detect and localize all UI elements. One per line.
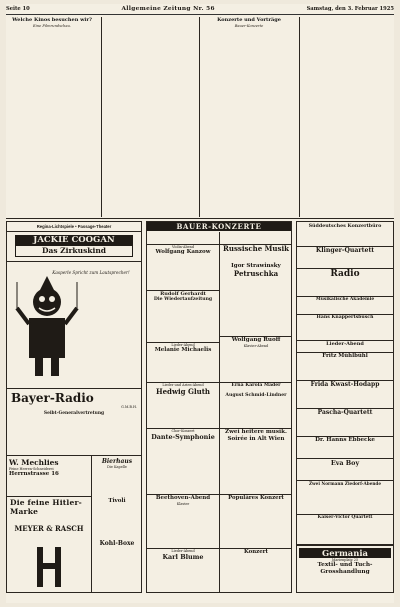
germania-tagline: Textil- und Tuch-Grosshandlung — [317, 562, 373, 575]
tailor-name: W. Mechlies — [9, 458, 59, 467]
concert-listing: Rudolf Gerhardt Die Wiedertaufzeitung — [147, 290, 219, 330]
germania-address: Marienplatz 25 — [331, 558, 359, 562]
cinema-film: Das Zirkuskind — [15, 246, 133, 257]
radio-tagline: Kasperle Spricht zum Lautsprecher! — [52, 270, 130, 275]
bureau-title: Süddeutsches Konzertbüro — [308, 223, 382, 229]
right-concerts — [296, 221, 394, 593]
mechlies-ad — [7, 455, 141, 496]
concert-listing: Wolfgang Ruoff Klavier-Abend — [220, 336, 292, 372]
concert-listing: Chor-Konzert Dante-Symphonie — [147, 428, 219, 468]
bauer-header: BAUER-KONZERTE — [147, 222, 291, 231]
article-subtitle: Eine Filmrundschau. — [33, 24, 71, 29]
concert-listing: Pascha-Quartett — [297, 408, 393, 417]
left-ads-column — [6, 221, 142, 593]
concert-listing: Musikalische Akademie — [297, 296, 393, 303]
concert-listing: Konzert — [220, 548, 292, 588]
page-number: Seite 10 — [6, 6, 30, 12]
concert-listing: Zwei heitere musik. Soirée in Alt Wien — [220, 428, 292, 468]
mexer-monogram — [33, 545, 65, 589]
bauer-concerts — [146, 221, 292, 593]
article-column-2 — [104, 17, 196, 227]
kasperle-illustration — [15, 268, 135, 386]
issue-date: Samstag, den 3. Februar 1925 — [306, 6, 394, 12]
kohl-title: Kohl-Boxe — [99, 540, 135, 547]
bierhaus-title: Bierhaus — [101, 458, 133, 465]
radio-company-type: G.M.B.H. — [121, 405, 137, 409]
concert-listing: Violin-Abend Wolfgang Kanzow — [147, 244, 219, 284]
article-column-4 — [302, 17, 394, 227]
concert-listing: Russische Musik Igor Strawinsky Petruschka — [220, 244, 292, 302]
article-column-1 — [6, 17, 98, 227]
radio-ad — [7, 261, 141, 388]
article-column-3 — [202, 17, 296, 227]
concert-listing: Lieder und Arien-Abend Hedwig Gluth — [147, 382, 219, 418]
kohl-ad — [94, 540, 140, 548]
concert-listing: Dr. Hanns Ebbecke — [297, 436, 393, 444]
concert-listing: Radio — [297, 268, 393, 280]
concert-listing: Lieder-Abend Karl Blume — [147, 548, 219, 588]
concert-listing: Populäres Konzert — [220, 494, 292, 534]
bierhaus-line: Die Kapelle — [107, 465, 127, 469]
article-title: Welche Kinos besuchen wir? — [12, 17, 92, 23]
ad-divider — [91, 496, 92, 592]
mexer-ad — [7, 496, 91, 593]
concert-listing: Klinger-Quartett — [297, 246, 393, 255]
page-header — [6, 4, 394, 15]
paper-title: Allgemeine Zeitung Nr. 56 — [121, 6, 215, 12]
newspaper-page — [6, 4, 394, 603]
concert-listing: Fritz Mühlbühl — [297, 352, 393, 360]
concert-listing: Frida Kwast-Hodapp — [297, 380, 393, 389]
concert-listing: Eva Boy — [297, 458, 393, 467]
bayer-radio-ad — [7, 388, 141, 418]
mexer-title: Die feine Hitler-Marke — [10, 498, 82, 516]
cinema-star: JACKIE COOGAN — [15, 235, 133, 246]
ads-divider — [6, 218, 394, 219]
tailor-line: Feine Herren-Schneiderei — [9, 467, 54, 471]
cinema-header: Regina-Lichtspiele • Passage-Theater — [7, 222, 141, 232]
germania-ad — [297, 544, 393, 575]
tivoli-title: Tivoli — [108, 498, 126, 504]
concert-listing: Hans Knappertsbusch — [297, 314, 393, 321]
germania-brand: Germania — [299, 548, 391, 558]
bauer-right-listings — [220, 232, 292, 592]
concert-listing: Zwei Normann Ziedorf-Abende — [297, 480, 393, 486]
column-rule — [101, 17, 102, 217]
column-rule — [299, 17, 300, 217]
ad-divider — [91, 456, 92, 496]
column-rule — [199, 17, 200, 217]
article-title: Konzerte und Vorträge — [217, 17, 281, 23]
radio-brand: Bayer-Radio — [11, 391, 94, 405]
concert-listing: Erna Karola Mader August Schmid-Lindner — [220, 382, 292, 418]
concert-listing: Kaiser-Victor Quartett — [297, 514, 393, 520]
bauer-left-listings — [147, 232, 220, 592]
tailor-address: Herrnstrasse 16 — [9, 471, 59, 477]
mexer-firm: MEYER & RASCH — [14, 524, 84, 533]
article-subtitle: Bauer-Konzerte — [234, 24, 264, 29]
concert-listing: Lieder-Abend Melanie Michaelis — [147, 342, 219, 372]
concert-listing: Lieder-Abend — [297, 340, 393, 347]
tivoli-ad — [94, 498, 140, 505]
concert-listing: Beethoven-Abend Klavier — [147, 494, 219, 534]
radio-agency: Seibt-Generalvertretung — [43, 411, 105, 416]
